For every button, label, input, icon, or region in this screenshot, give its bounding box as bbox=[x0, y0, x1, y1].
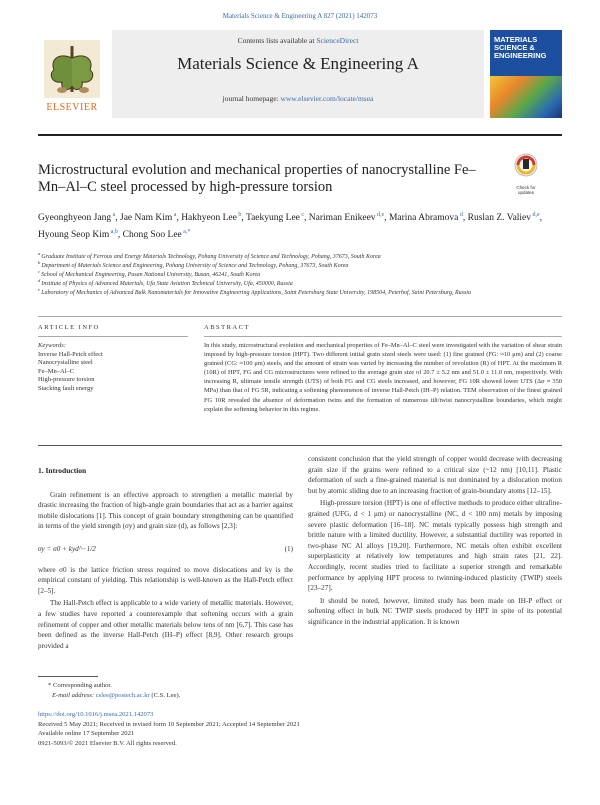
doi-link[interactable]: https://doi.org/10.1016/j.msea.2021.142073 bbox=[38, 711, 154, 718]
affiliation-key: b bbox=[38, 260, 42, 265]
email-suffix: (C.S. Lee). bbox=[149, 691, 181, 699]
cover-title: MATERIALS SCIENCE & ENGINEERING bbox=[494, 35, 547, 60]
header-rule bbox=[38, 134, 562, 136]
journal-cover-image[interactable] bbox=[490, 30, 562, 118]
affiliation-key: c bbox=[38, 269, 42, 274]
keywords-block bbox=[38, 342, 188, 394]
affiliation bbox=[38, 286, 562, 298]
journal-reference[interactable]: Materials Science & Engineering A 827 (2021) 142073 bbox=[222, 12, 378, 20]
homepage-link[interactable]: www.elsevier.com/locate/msea bbox=[280, 94, 374, 103]
author-list: Gyeonghyeon Jang $^a$, Jae Nam Kim $^a$, Hakhyeon Lee $^b$, Taekyung Lee $^c$, Nariman Enikeev $^{d,e}$, Marina Abramova $^d$, Ruslan Z. Valiev $^{d,e}$, Hyoung Seop Kim $^{a,b}$, Chong Soo Lee $^{a,*}$ bbox=[38, 212, 543, 241]
right-column bbox=[308, 454, 562, 628]
author-name[interactable]: Gyeonghyeon Jang $^a$ bbox=[38, 212, 116, 224]
footnotes bbox=[38, 681, 562, 748]
elsevier-logo bbox=[38, 38, 106, 118]
keyword: Nanocrystalline steel bbox=[38, 359, 93, 367]
intro-paragraph: Grain refinement is an effective approach to strengthen a metallic material by drastic increasing the fraction of high-angle grain boundaries that act as a barrier against mobile dislocations [1]. This concept of grain boundary strengthening can be quantified in terms of the yield strength (σy) and grain size (d), as follows [2,3]: bbox=[38, 490, 293, 531]
available-online: Available online 17 September 2021 bbox=[38, 730, 135, 737]
author-name[interactable]: Jae Nam Kim $^a$ bbox=[120, 212, 177, 224]
equation: σy = σ0 + kyd^−1/2 bbox=[38, 544, 96, 553]
author-affiliation-marker[interactable]: a bbox=[111, 212, 116, 218]
article-title: Microstructural evolution and mechanical properties of nanocrystalline Fe–Mn–Al–C steel processed by high-pressure torsion bbox=[38, 162, 476, 195]
email-line bbox=[38, 691, 562, 701]
sciencedirect-link[interactable]: ScienceDirect bbox=[316, 36, 359, 45]
author-affiliation-marker[interactable]: a,b bbox=[109, 229, 118, 236]
journal-header bbox=[38, 30, 562, 132]
author-affiliation-marker[interactable]: a bbox=[172, 212, 177, 218]
affiliation-key: d bbox=[38, 278, 42, 283]
copyright: 0921-5093/© 2021 Elsevier B.V. All rights reserved. bbox=[38, 739, 177, 747]
received-dates: Received 5 May 2021; Received in revised form 10 September 2021; Accepted 14 September 2021 bbox=[38, 720, 300, 728]
author-name[interactable]: Nariman Enikeev $^{d,e}$ bbox=[308, 212, 385, 224]
equation-row bbox=[38, 544, 293, 555]
affiliation-key: a bbox=[38, 251, 42, 256]
author-name[interactable]: Chong Soo Lee $^{a,*}$ bbox=[122, 229, 191, 241]
intro-paragraph: where σ0 is the lattice friction stress required to move dislocations and ky is the empirical constant of yielding. This relationship is well-known as the Hall-Petch effect [2–5]. bbox=[38, 565, 293, 595]
cover-art bbox=[490, 76, 562, 118]
intro-paragraph: The Hall-Petch effect is applicable to a wide variety of metallic materials. However, a few studies have reported a counterexample that softening occurs with a grain refinement of copper and other metallic materials below tens of nm [6,7]. This case has been defined as the inverse Hall-Petch (IH–P) effect [8,9]. Other research groups provided a bbox=[38, 599, 293, 650]
author-name[interactable]: Ruslan Z. Valiev $^{d,e}$ bbox=[467, 212, 540, 224]
abstract-rule bbox=[204, 336, 562, 337]
abstract-bottom-rule bbox=[38, 445, 562, 446]
abstract-heading: ABSTRACT bbox=[204, 324, 250, 331]
check-for-updates-badge[interactable] bbox=[508, 152, 544, 195]
email-link[interactable]: cslee@postech.ac.kr bbox=[95, 691, 150, 699]
contents-prefix: Contents lists available at bbox=[237, 36, 317, 45]
journal-title: Materials Science & Engineering A bbox=[177, 54, 419, 73]
publisher-name: ELSEVIER bbox=[46, 102, 98, 113]
author-affiliation-marker[interactable]: b bbox=[236, 212, 242, 218]
check-updates-icon bbox=[508, 152, 544, 180]
author-name[interactable]: Hyoung Seop Kim $^{a,b}$ bbox=[38, 229, 118, 241]
footnote-rule bbox=[38, 676, 98, 677]
intro-paragraph: consistent conclusion that the yield strength of copper would decrease with decreasing grain size if the grains were refined to a critical size (~12 nm) [10,11]. Plastic deformation of such a fine-grained material is not dominated by a dislocation motion but by atomic sliding due to an increasing fraction of grain-boundary atoms [12–15]. bbox=[308, 455, 562, 495]
journal-banner bbox=[112, 30, 484, 118]
left-column bbox=[38, 466, 293, 651]
affiliation-text: School of Mechanical Engineering, Pusan National University, Busan, 46241, South Korea bbox=[41, 272, 261, 278]
affiliation-rule bbox=[38, 316, 562, 317]
homepage-line bbox=[112, 94, 484, 103]
author-affiliation-marker[interactable]: c bbox=[299, 212, 305, 218]
author-name[interactable]: Marina Abramova $^d$ bbox=[388, 212, 463, 224]
check-updates-label: Check for updates bbox=[516, 185, 536, 195]
author-affiliation-marker[interactable]: d,e bbox=[375, 212, 385, 218]
contents-line bbox=[112, 36, 484, 45]
email-label: E-mail address: bbox=[52, 691, 96, 699]
author-name[interactable]: Hakhyeon Lee $^b$ bbox=[181, 212, 242, 224]
intro-paragraph: It should be noted, however, limited study has been made on IH-P effect or softening effect in bulk NC TWIP steels produced by HPT in spite of its potential significance in the industrial application. It is known bbox=[308, 596, 562, 626]
keyword: Inverse Hall-Petch effect bbox=[38, 350, 103, 358]
author-affiliation-marker[interactable]: d bbox=[458, 212, 463, 218]
keyword: Fe–Mn–Al–C bbox=[38, 367, 75, 375]
author-name[interactable]: Taekyung Lee $^c$ bbox=[245, 212, 305, 224]
intro-paragraph: High-pressure torsion (HPT) is one of effective methods to produce either ultrafine-grained (UFG, d < 1 μm) or nanocrystalline (NC, d < 100 nm) metals by imposing severe plastic deformation [16–18]. NC metals typically possess high strength and brittle nature with a limited ductility. However, a substantial ductility was reported in two-phase NC Al alloys [19,20]. Furthermore, NC metals often exhibit excellent superplasticity at relatively low temperatures and high strain rates [21, 22]. Accordingly, recent studies tried to facilitate a superior strength and remarkable performance by applying HPT process to twinning-induced plasticity (TWIP) steels [23–27]. bbox=[308, 499, 562, 593]
affiliation-text: Laboratory of Mechanics of Advanced Bulk Nanomaterials for Innovative Engineering Applications, Saint Petersburg State University, 198504, Peterhof, Saint Petersburg, Russia bbox=[41, 290, 471, 296]
article-info-heading: ARTICLE INFO bbox=[38, 324, 100, 331]
author-affiliation-marker[interactable]: a,* bbox=[181, 229, 191, 236]
keywords-label: Keywords: bbox=[38, 342, 66, 349]
affiliation-text: Graduate Institute of Ferrous and Energy Materials Technology, Pohang University of Science and Technology, Pohang, 37673, South Korea bbox=[41, 254, 381, 260]
affiliation-text: Department of Materials Science and Engineering, Pohang University of Science and Technology, Pohang, 37673, South Korea bbox=[41, 263, 349, 269]
affiliation-text: Institute of Physics of Advanced Materials, Ufa State Aviation Technical University, Ufa, 450000, Russia bbox=[41, 281, 293, 287]
affiliation-key: e bbox=[38, 287, 42, 292]
homepage-prefix: journal homepage: bbox=[222, 94, 281, 103]
author-affiliation-marker[interactable]: d,e bbox=[531, 212, 540, 218]
corresponding-author-note: * Corresponding author. bbox=[48, 682, 112, 689]
keyword: High-pressure torsion bbox=[38, 376, 95, 384]
abstract-text: In this study, microstructural evolution and mechanical properties of Fe–Mn–Al–C steel were investigated with the variation of shear strain imposed by high-pressure torsion (HPT). Two different initial grain sized steels were used: (1) fine grained (FG: ≈10 μm) and (2) coarse grained (CG: ≈100 μm) steels, and the amount of strain was varied by increasing the number of revolution (R) of HPT. At the maximum R (10R) of HPT, FG and CG microstructures were refined to the average grain size of 20.7 ± 5.2 nm and 51.0 ± 11.0 nm, respectively. With increasing R, ultimate tensile strength (UTS) of both FG and CG steels increased, and however, FG 10R showed lower UTS (Δσ ≈ 350 MPa) than that of FG 5R, indicating a softening phenomenon of inverse Hall-Petch (IH–P) relation. TEM observation of the finest grained FG 10R revealed the absence of deformation twins and the formation of numerous tilt/twist nanocrystalline boundaries, which might explain the softening behavior in this regime. bbox=[204, 342, 562, 413]
equation-number: (1) bbox=[284, 544, 293, 553]
introduction-heading: 1. Introduction bbox=[38, 466, 87, 475]
article-info-rule bbox=[38, 336, 188, 337]
keyword: Stacking fault energy bbox=[38, 384, 94, 392]
